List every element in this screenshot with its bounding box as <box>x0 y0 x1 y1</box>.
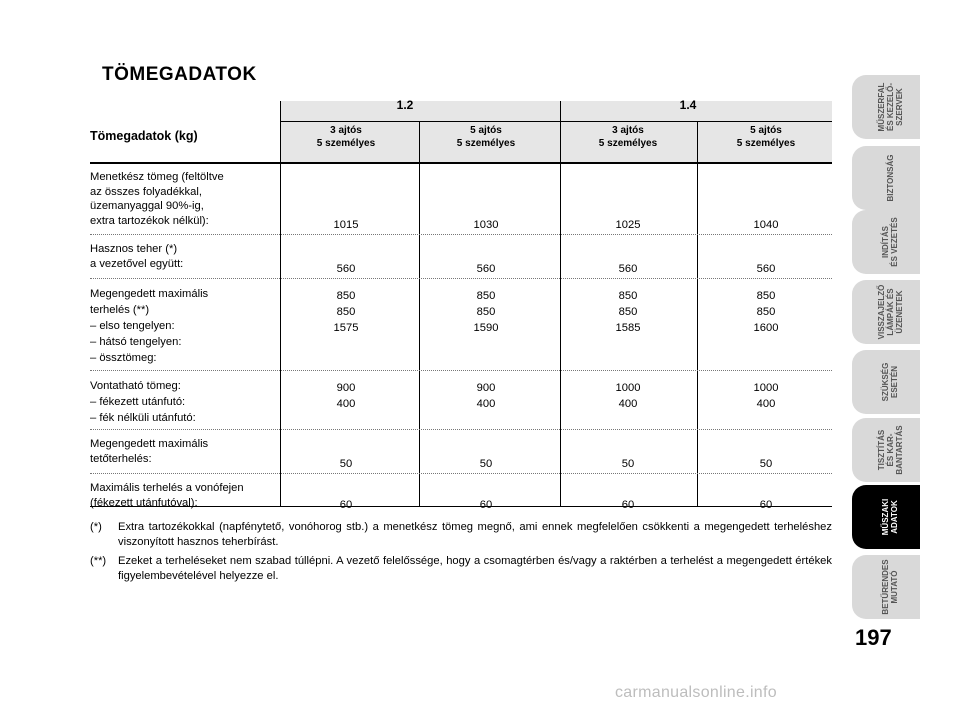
page-number: 197 <box>855 625 892 650</box>
row-label: Menetkész tömeg (feltöltve az összes folyadékkal, üzemanyaggal 90%-ig, extra tartozékok nélkül): <box>90 171 224 227</box>
side-tab-label: VISSZAJELZŐ LÁMPÁK ÉS ÜZENETEK <box>876 284 904 340</box>
side-tab-label: MŰSZERFAL ÉS KEZELŐ- SZERVEK <box>876 82 904 132</box>
table-cell: 900 400 <box>336 382 356 410</box>
table-cell: 560 <box>476 263 496 275</box>
footnote-mark: (*) <box>90 521 102 533</box>
table-cell: 900 400 <box>476 382 496 410</box>
side-tab[interactable] <box>852 418 920 482</box>
column-divider <box>280 101 281 506</box>
side-tab[interactable] <box>852 555 920 619</box>
table-cell: 1000 400 <box>615 382 641 410</box>
table-cell: 1040 <box>753 219 779 231</box>
table-cell: 60 <box>479 499 493 511</box>
row-separator <box>90 370 832 371</box>
table-label: Tömegadatok (kg) <box>90 129 198 143</box>
table-cell: 1015 <box>333 219 359 231</box>
row-separator <box>90 278 832 279</box>
footnote-text: Ezeket a terheléseket nem szabad túllépni. A vezető felelőssége, hogy a csomagtérben és/vagy a raktérben a terhelést a megengedett értékek figyelembevételével helyezze el. <box>118 555 832 582</box>
side-tab[interactable] <box>852 75 920 139</box>
side-tab-label: SZÜKSÉG ESETÉN <box>881 362 899 402</box>
watermark: carmanualsonline.info <box>615 684 777 701</box>
side-tab[interactable] <box>852 350 920 414</box>
side-tab-label: TISZTÍTÁS ÉS KAR- BANTARTÁS <box>876 425 904 475</box>
table-cell: 50 <box>479 458 493 470</box>
footnote <box>90 554 832 584</box>
table-cell: 1000 400 <box>753 382 779 410</box>
row-label: Maximális terhelés a vonófejen (fékezett utánfutóval): <box>90 482 244 509</box>
row-label: Megengedett maximális terhelés (**) – elso tengelyen: – hátsó tengelyen: – össztömeg: <box>90 288 209 364</box>
table-cell: 850 850 1575 <box>333 290 359 334</box>
table-cell: 50 <box>621 458 635 470</box>
table-cell: 560 <box>618 263 638 275</box>
side-tab-label: INDÍTÁS ÉS VEZETÉS <box>881 217 899 267</box>
footnote <box>90 520 832 550</box>
side-tab[interactable] <box>852 485 920 549</box>
side-tab-label: BETŰRENDES MUTATÓ <box>881 559 899 615</box>
side-tab[interactable] <box>852 146 920 210</box>
table-cell: 1025 <box>615 219 641 231</box>
table-cell: 850 850 1590 <box>473 290 499 334</box>
side-tab-label: BIZTONSÁG <box>885 154 895 202</box>
side-tab[interactable] <box>852 210 920 274</box>
table-cell: 60 <box>339 499 353 511</box>
column-divider <box>560 101 561 506</box>
header-bottom-rule <box>90 162 832 164</box>
table-cell: 850 850 1600 <box>753 290 779 334</box>
column-divider <box>697 121 698 506</box>
column-header-2: 5 ajtós 5 személyes <box>456 125 516 149</box>
table-cell: 50 <box>339 458 353 470</box>
table-cell: 560 <box>336 263 356 275</box>
column-divider <box>419 121 420 506</box>
row-label: Hasznos teher (*) a vezetővel együtt: <box>90 243 184 270</box>
table-cell: 850 850 1585 <box>615 290 641 334</box>
table-cell: 560 <box>756 263 776 275</box>
column-header-4: 5 ajtós 5 személyes <box>736 125 796 149</box>
row-label: Vontatható tömeg: – fékezett utánfutó: – fék nélküli utánfutó: <box>90 380 196 424</box>
table-cell: 50 <box>759 458 773 470</box>
row-separator <box>90 234 832 235</box>
side-tab[interactable] <box>852 280 920 344</box>
header-rule <box>280 121 832 122</box>
row-label: Megengedett maximális tetőterhelés: <box>90 438 209 465</box>
column-header-3: 3 ajtós 5 személyes <box>598 125 658 149</box>
footnote-mark: (**) <box>90 555 107 567</box>
row-separator <box>90 473 832 474</box>
group-label-1-4: 1.4 <box>679 98 697 112</box>
page-title: TÖMEGADATOK <box>102 64 257 85</box>
group-label-1-2: 1.2 <box>396 98 414 112</box>
table-cell: 1030 <box>473 219 499 231</box>
footnote-text: Extra tartozékokkal (napfénytető, vonóhorog stb.) a menetkész tömeg megnő, ami ennek megfelelően csökkenti a megengedett terheléshez viszonyított hasznos teherbírást. <box>118 521 832 548</box>
column-header-1: 3 ajtós 5 személyes <box>316 125 376 149</box>
row-separator <box>90 429 832 430</box>
table-cell: 60 <box>621 499 635 511</box>
table-cell: 60 <box>759 499 773 511</box>
side-tab-label: MŰSZAKI ADATOK <box>881 498 899 536</box>
